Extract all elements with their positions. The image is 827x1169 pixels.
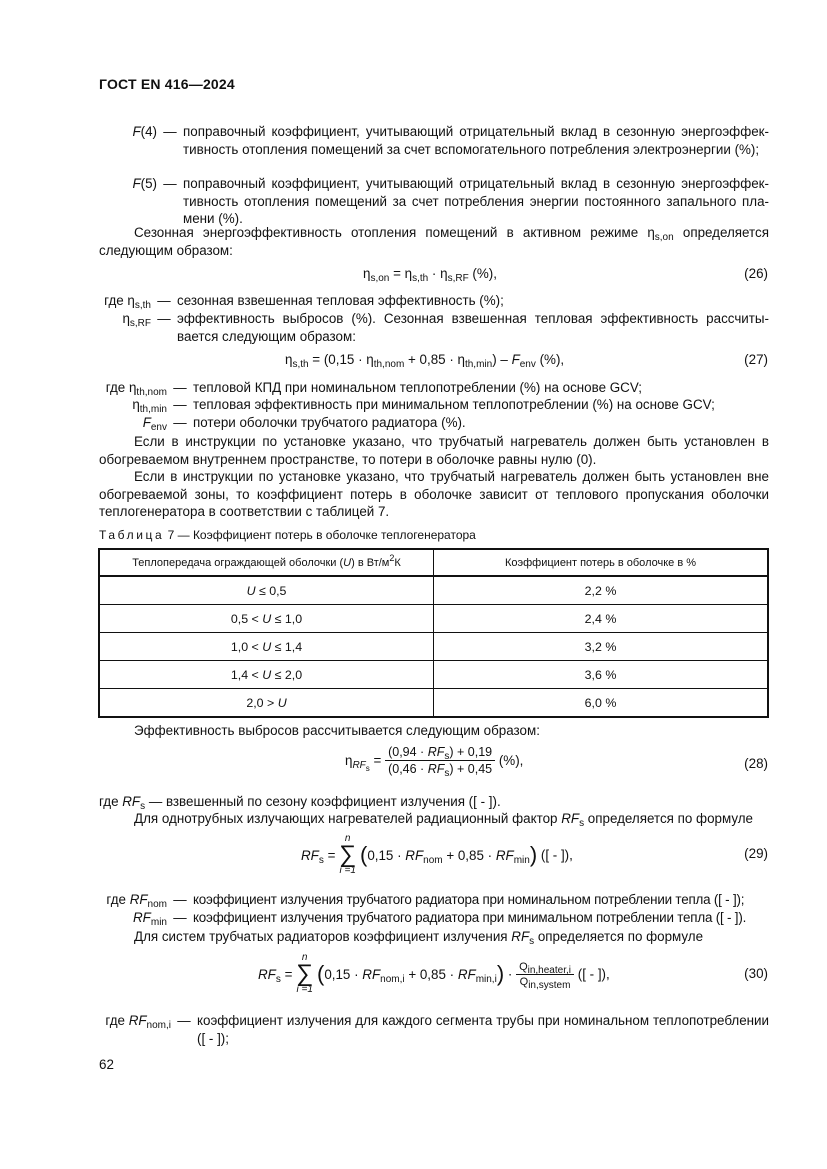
definition-rf-s: где $RF_s$ — взвешенный по сезону коэффициент излучения ([ - ]).	[99, 794, 501, 812]
definition-eta-s-rf: $\eta_{s,RF}$ — эффективность выбросов (%). Сезонная взвешенная тепловая эффективность рассчитывается следующим образом:	[122, 311, 769, 344]
sum-symbol: n ∑ i =1	[339, 833, 357, 876]
table-row: 1,0 < U ≤ 1,4 3,2 %	[99, 633, 768, 661]
equation-29: $RF_s$ = n ∑ i =1 $(0,15 \cdot RF_{nom} + 0,85 \cdot RF_{min})$ ([ - ]),	[301, 833, 573, 876]
definition-f4-text: поправочный коэффициент, учитывающий отрицательный вклад в сезонную энергоэффективность отопления помещений за счет вспомогательного потребления электроэнергии (%);	[183, 124, 769, 157]
equation-28: $\eta_{RF_s}$ = $\frac{(0,94 \cdot RF_s) + 0,19}{(0,46 \cdot RF_s) + 0,45}$ (%),	[345, 745, 524, 779]
paragraph-tube-systems: Для систем трубчатых радиаторов коэффициент излучения $RF_s$ определяется по формуле	[134, 929, 704, 947]
definition-eta-th-nom: где $\eta_{th,nom}$ — тепловой КПД при номинальном теплопотреблении (%) на основе GCV;	[105, 380, 642, 398]
definition-f5: F(5) — поправочный коэффициент, учитывающий отрицательный вклад в сезонную энергоэффективность отопления помещений за счет потребления энергии постоянного запального пламени (%).	[132, 176, 769, 226]
table-row: 2,0 > U 6,0 %	[99, 689, 768, 718]
page-number: 62	[99, 1057, 114, 1072]
definition-rf-min: $RF_{min}$ — коэффициент излучения трубчатого радиатора при минимальном потреблении тепла ([ - ]).	[133, 910, 747, 928]
table-header-row	[99, 549, 768, 576]
table-caption: Таблица 7 — Коэффициент потерь в оболочке теплогенератора	[99, 528, 476, 542]
paragraph-seasonal-efficiency: Сезонная энергоэффективность отопления помещений в активном режиме $\eta_{s,on}$ определяется следующим образом:	[99, 225, 769, 258]
equation-26: $\eta_{s,on} = \eta_{s,th} \cdot \eta_{s,RF}$ (%),	[363, 266, 497, 284]
definition-rf-nom: где $RF_{nom}$ — коэффициент излучения трубчатого радиатора при номинальном потреблении тепла ([ - ]);	[106, 892, 745, 910]
table-envelope-loss	[98, 548, 769, 718]
definition-f5-text: поправочный коэффициент, учитывающий отрицательный вклад в сезонную энергоэффективность отопления помещений за счет потребления энергии постоянного запального пламени (%).	[183, 176, 769, 226]
document-header: ГОСТ EN 416—2024	[99, 76, 235, 92]
definition-eta-s-th: где $\eta_{s,th}$ — сезонная взвешенная тепловая эффективность (%);	[104, 293, 504, 311]
equation-number-26: (26)	[744, 266, 768, 281]
equation-number-27: (27)	[744, 352, 768, 367]
definition-f4: F(4) — поправочный коэффициент, учитывающий отрицательный вклад в сезонную энергоэффективность отопления помещений за счет вспомогательного потребления электроэнергии (%);	[132, 124, 769, 157]
table-row: 1,4 < U ≤ 2,0 3,6 %	[99, 661, 768, 689]
paragraph-outdoor-install: Если в инструкции по установке указано, что трубчатый нагреватель должен быть установлен вне обогреваемой зоны, то коэффициент потерь в оболочке зависит от теплового пропускания оболочки теплогенератора в соответствии с таблицей 7.	[99, 469, 769, 519]
equation-30: $RF_s$ = n ∑ i =1 $(0,15 \cdot RF_{nom,i} + 0,85 \cdot RF_{min,i})$ · $\frac{Q_{in,heater,i}}{Q_{in,system}}$ ([ - ]),	[258, 952, 610, 995]
table-row: U ≤ 0,5 2,2 %	[99, 576, 768, 605]
equation-27: $\eta_{s,th} = (0,15 \cdot \eta_{th,nom} + 0,85 \cdot \eta_{th,min}) - F_{env}$ (%),	[285, 352, 565, 370]
sum-symbol: n ∑ i =1	[296, 952, 314, 995]
table-header-transmittance: Теплопередача ограждающей оболочки (U) в $Вт/м^2К$	[99, 549, 434, 576]
equation-number-30: (30)	[744, 966, 768, 981]
equation-number-28: (28)	[744, 756, 768, 771]
paragraph-single-tube: Для однотрубных излучающих нагревателей радиационный фактор $RF_s$ определяется по формуле	[134, 811, 753, 829]
definition-rf-nom-i: где $RF_{nom,i}$ — коэффициент излучения для каждого сегмента трубы при номинальном теплопотреблении ([ - ]);	[105, 1013, 769, 1046]
paragraph-emission-efficiency: Эффективность выбросов рассчитывается следующим образом:	[134, 723, 540, 738]
table-header-loss-factor: Коэффициент потерь в оболочке в %	[434, 549, 769, 576]
definition-eta-th-min: $\eta_{th,min}$ — тепловая эффективность при минимальном теплопотреблении (%) на основе GCV;	[132, 397, 715, 415]
definition-f-env: $F_{env}$ — потери оболочки трубчатого радиатора (%).	[142, 415, 466, 433]
emission-fraction: $\frac{(0,94 \cdot RF_s) + 0,19}{(0,46 \cdot RF_s) + 0,45}$	[385, 745, 495, 776]
equation-number-29: (29)	[744, 846, 768, 861]
paragraph-indoor-install: Если в инструкции по установке указано, что трубчатый нагреватель должен быть установлен в обогреваемом внутреннем пространстве, то потери в оболочке равны нулю (0).	[99, 434, 769, 467]
heater-ratio-fraction: $\frac{Q_{in,heater,i}}{Q_{in,system}}$	[516, 961, 574, 988]
table-row: 0,5 < U ≤ 1,0 2,4 %	[99, 605, 768, 633]
